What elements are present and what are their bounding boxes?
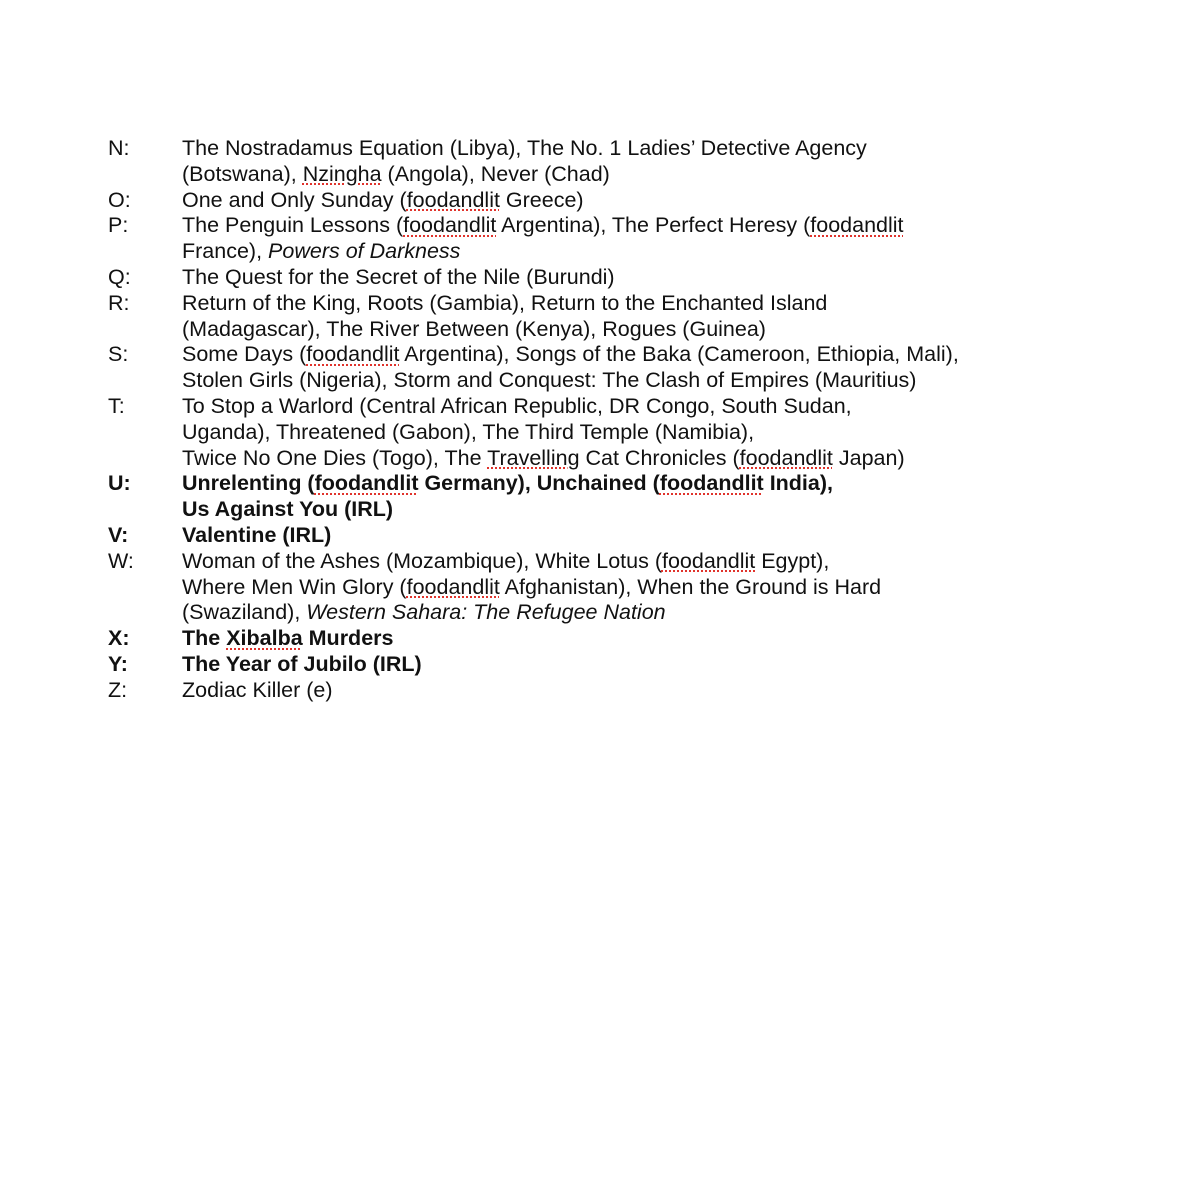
entry-line bbox=[182, 291, 1068, 317]
entry-line bbox=[182, 549, 1068, 575]
list-entry bbox=[108, 549, 1068, 626]
entry-line bbox=[182, 368, 1068, 394]
entry-line bbox=[182, 446, 1068, 472]
text-run: France), bbox=[182, 239, 269, 264]
text-run: The Quest for the Secret of the Nile (Burundi) bbox=[182, 264, 615, 289]
list-entry bbox=[108, 265, 1068, 291]
text-run: Uganda), Threatened (Gabon), The Third Temple (Namibia), bbox=[182, 419, 755, 444]
text-run: Argentina), Songs of the Baka (Cameroon, Ethiopia, Mali), bbox=[399, 342, 959, 367]
entry-letter: N: bbox=[108, 136, 130, 160]
entry-letter: P: bbox=[108, 213, 129, 238]
entry-line bbox=[182, 575, 1068, 601]
text-run: Stolen Girls (Nigeria), Storm and Conquest: The Clash of Empires (Mauritius) bbox=[182, 368, 917, 393]
misspelled-word: foodandlit bbox=[314, 471, 419, 496]
list-entry bbox=[108, 523, 1068, 549]
entry-letter: U: bbox=[108, 471, 131, 496]
list-entry bbox=[108, 291, 1068, 343]
entry-letter: X: bbox=[108, 626, 130, 651]
entry-line bbox=[182, 678, 1068, 704]
list-entry bbox=[108, 136, 1068, 188]
text-run: Where Men Win Glory ( bbox=[182, 574, 407, 599]
entry-line bbox=[182, 394, 1068, 420]
text-run: The bbox=[182, 626, 227, 651]
list-entry bbox=[108, 394, 1068, 471]
text-run: Woman of the Ashes (Mozambique), White Lotus ( bbox=[182, 548, 662, 573]
text-run: (Botswana), bbox=[182, 161, 303, 186]
entry-letter: T: bbox=[108, 393, 125, 418]
entry-letter: S: bbox=[108, 342, 129, 367]
entry-text bbox=[182, 188, 1068, 214]
misspelled-word: foodandlit bbox=[810, 213, 904, 238]
entry-letter: W: bbox=[108, 548, 134, 573]
list-entry bbox=[108, 342, 1068, 394]
misspelled-word: foodandlit bbox=[661, 548, 756, 573]
list-entry bbox=[108, 626, 1068, 652]
entry-line bbox=[182, 471, 1068, 497]
entry-text bbox=[182, 136, 1068, 188]
entry-letter: O: bbox=[108, 187, 131, 212]
entry-line bbox=[182, 239, 1068, 265]
entry-line bbox=[182, 162, 1068, 188]
entry-letter: Q: bbox=[108, 264, 131, 289]
entry-line bbox=[182, 342, 1068, 368]
text-run: Japan) bbox=[832, 445, 905, 470]
text-run: Some Days ( bbox=[182, 342, 307, 367]
entry-letter: V: bbox=[108, 522, 129, 547]
text-run: Valentine (IRL) bbox=[182, 522, 332, 547]
text-run: Twice No One Dies (Togo), The bbox=[182, 445, 488, 470]
text-run: To Stop a Warlord (Central African Republic, DR Congo, South Sudan, bbox=[182, 393, 852, 418]
list-entry bbox=[108, 678, 1068, 704]
text-run: Zodiac Killer (e) bbox=[182, 677, 333, 702]
list-entry bbox=[108, 188, 1068, 214]
entry-text bbox=[182, 213, 1068, 265]
misspelled-word: foodandlit bbox=[306, 342, 400, 367]
misspelled-word: foodandlit bbox=[739, 445, 833, 470]
entry-text bbox=[182, 678, 1068, 704]
text-run: Cat Chronicles ( bbox=[579, 445, 740, 470]
list-entry bbox=[108, 652, 1068, 678]
misspelled-word: foodandlit bbox=[659, 471, 764, 496]
entry-line bbox=[182, 626, 1068, 652]
text-run: Us Against You (IRL) bbox=[182, 497, 394, 522]
entry-letter: R: bbox=[108, 290, 130, 315]
entry-text bbox=[182, 549, 1068, 626]
entry-line bbox=[182, 317, 1068, 343]
text-run: Unrelenting ( bbox=[182, 471, 315, 496]
entry-line bbox=[182, 523, 1068, 549]
entry-line bbox=[182, 213, 1068, 239]
misspelled-word: Xibalba bbox=[226, 626, 303, 651]
entry-line bbox=[182, 136, 1068, 162]
entry-text bbox=[182, 626, 1068, 652]
entry-text bbox=[182, 652, 1068, 678]
text-run: One and Only Sunday ( bbox=[182, 187, 407, 212]
entry-line bbox=[182, 497, 1068, 523]
misspelled-word: Nzingha bbox=[302, 161, 382, 186]
misspelled-word: foodandlit bbox=[406, 574, 500, 599]
entry-text bbox=[182, 291, 1068, 343]
text-run: Germany), Unchained ( bbox=[418, 471, 660, 496]
text-run: The Year of Jubilo (IRL) bbox=[182, 651, 422, 676]
italic-title: Powers of Darkness bbox=[268, 239, 461, 264]
entry-text bbox=[182, 523, 1068, 549]
misspelled-word: foodandlit bbox=[406, 187, 500, 212]
text-run: (Swaziland), bbox=[182, 600, 307, 625]
entry-text bbox=[182, 394, 1068, 471]
text-run: The Nostradamus Equation (Libya), The No. 1 Ladies’ Detective Agency bbox=[182, 136, 867, 160]
entry-text bbox=[182, 471, 1068, 523]
entry-letter: Y: bbox=[108, 651, 128, 676]
document-body bbox=[108, 136, 1068, 704]
entry-line bbox=[182, 188, 1068, 214]
entry-line bbox=[182, 600, 1068, 626]
text-run: Afghanistan), When the Ground is Hard bbox=[499, 574, 882, 599]
text-run: Egypt), bbox=[755, 548, 830, 573]
list-entry bbox=[108, 213, 1068, 265]
entry-line bbox=[182, 420, 1068, 446]
text-run: Argentina), The Perfect Heresy ( bbox=[496, 213, 811, 238]
text-run: Return of the King, Roots (Gambia), Return to the Enchanted Island bbox=[182, 290, 828, 315]
text-run: (Angola), Never (Chad) bbox=[381, 161, 610, 186]
text-run: The Penguin Lessons ( bbox=[182, 213, 404, 238]
misspelled-word: foodandlit bbox=[403, 213, 497, 238]
text-run: Greece) bbox=[499, 187, 584, 212]
text-run: Murders bbox=[302, 626, 394, 651]
entry-line bbox=[182, 265, 1068, 291]
list-entry bbox=[108, 471, 1068, 523]
entry-text bbox=[182, 342, 1068, 394]
entry-line bbox=[182, 652, 1068, 678]
entry-text bbox=[182, 265, 1068, 291]
text-run: India), bbox=[763, 471, 833, 496]
italic-title: Western Sahara: The Refugee Nation bbox=[306, 600, 666, 625]
text-run: (Madagascar), The River Between (Kenya), Rogues (Guinea) bbox=[182, 316, 766, 341]
entry-letter: Z: bbox=[108, 677, 128, 702]
misspelled-word: Travelling bbox=[487, 445, 580, 470]
